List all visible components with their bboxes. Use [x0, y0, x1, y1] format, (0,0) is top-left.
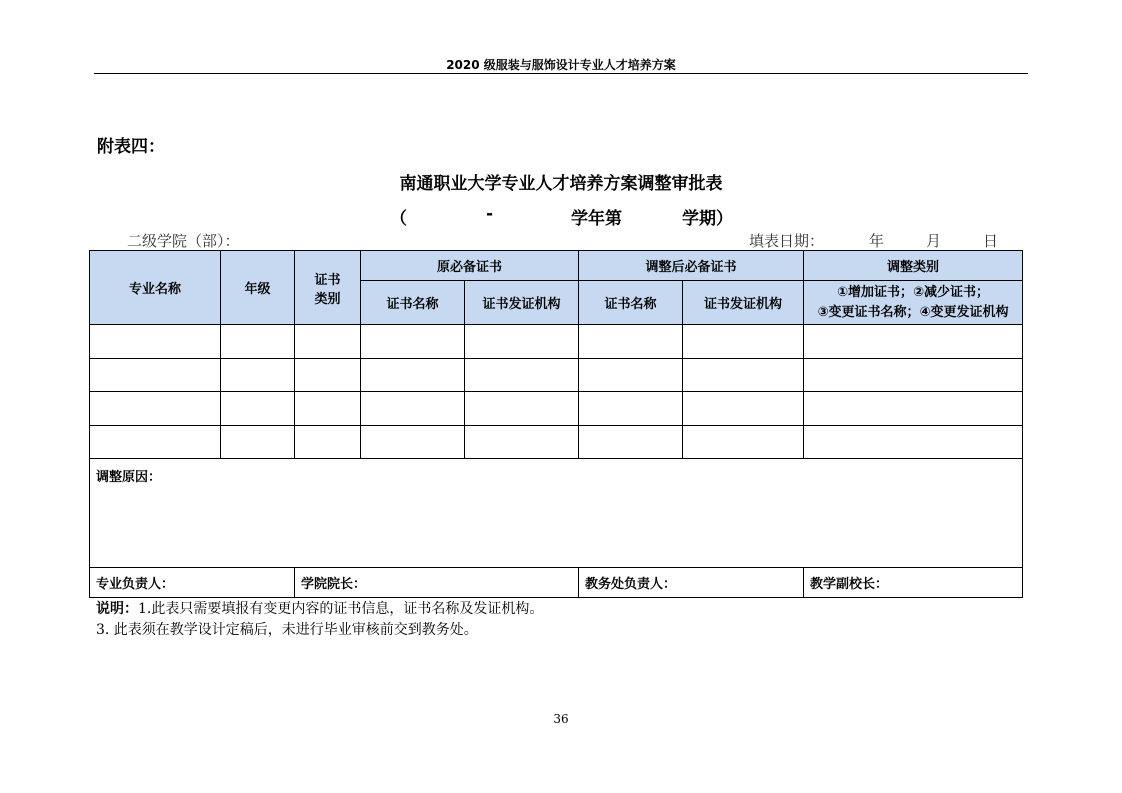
- table-cell[interactable]: [361, 392, 465, 426]
- table-cell[interactable]: [465, 325, 579, 359]
- table-cell[interactable]: [361, 426, 465, 459]
- header-adjusted-required-certs: 调整后必备证书: [579, 251, 804, 281]
- header-cert-type: [295, 251, 361, 325]
- table-cell[interactable]: [683, 325, 804, 359]
- table-cell[interactable]: [361, 359, 465, 392]
- table-cell[interactable]: [804, 325, 1023, 359]
- table-cell[interactable]: [221, 392, 295, 426]
- header-cert-type-line2: 类别: [314, 291, 341, 307]
- header-adjust-type-options: [804, 281, 1023, 325]
- table-cell[interactable]: [90, 359, 221, 392]
- table-cell[interactable]: [295, 426, 361, 459]
- vice-president-label: 教学副校长：: [810, 577, 889, 592]
- table-cell[interactable]: [90, 325, 221, 359]
- table-row: [90, 426, 1023, 459]
- table-cell[interactable]: [579, 392, 683, 426]
- document-title: 南通职业大学专业人才培养方案调整审批表: [399, 174, 723, 194]
- table-cell[interactable]: [465, 392, 579, 426]
- table-cell[interactable]: [295, 325, 361, 359]
- signature-row: [90, 568, 1023, 598]
- table-cell[interactable]: [683, 392, 804, 426]
- date-month-label: 月: [926, 232, 942, 250]
- table-cell[interactable]: [221, 426, 295, 459]
- header-grade: 年级: [221, 251, 295, 325]
- table-row: [90, 392, 1023, 426]
- table-cell[interactable]: [804, 426, 1023, 459]
- table-cell[interactable]: [295, 392, 361, 426]
- table-cell[interactable]: [295, 359, 361, 392]
- notes-line-2: 3. 此表须在教学设计定稿后，未进行毕业审核前交到教务处。: [96, 622, 478, 638]
- notes-line-1: [96, 599, 543, 620]
- notes-label: 说明：: [96, 601, 138, 617]
- adjust-type-options-line1: ①增加证书；②减少证书；: [837, 284, 990, 300]
- term-open-paren: （: [390, 209, 407, 229]
- table-cell[interactable]: [683, 359, 804, 392]
- table-cell[interactable]: [579, 359, 683, 392]
- table-cell[interactable]: [221, 325, 295, 359]
- table-row: [90, 359, 1023, 392]
- adjust-reason-label: 调整原因：: [96, 470, 162, 485]
- term-semester: 学期）: [682, 209, 733, 229]
- adjust-reason-row: [90, 459, 1023, 568]
- major-lead-signature-cell[interactable]: [90, 568, 295, 598]
- table-cell[interactable]: [683, 426, 804, 459]
- appendix-label: 附表四：: [97, 137, 165, 157]
- header-original-cert-name: 证书名称: [361, 281, 465, 325]
- dean-signature-cell[interactable]: [295, 568, 579, 598]
- table-cell[interactable]: [465, 426, 579, 459]
- adjust-type-options-line2: ③变更证书名称；④变更发证机构: [817, 304, 1009, 320]
- table-cell[interactable]: [804, 392, 1023, 426]
- header-adjusted-cert-issuer: 证书发证机构: [683, 281, 804, 325]
- vice-president-signature-cell[interactable]: [804, 568, 1023, 598]
- notes-section: [96, 599, 543, 641]
- date-year-label: 年: [869, 232, 885, 250]
- header-original-required-certs: 原必备证书: [361, 251, 579, 281]
- table-cell[interactable]: [90, 392, 221, 426]
- academic-affairs-signature-cell[interactable]: [579, 568, 804, 598]
- table-cell[interactable]: [221, 359, 295, 392]
- page-number: 36: [553, 712, 569, 726]
- term-dash: -: [486, 204, 494, 224]
- table-cell[interactable]: [804, 359, 1023, 392]
- adjustment-approval-table: [89, 250, 1023, 598]
- term-school-year: 学年第: [571, 209, 622, 229]
- table-cell[interactable]: [579, 426, 683, 459]
- table-cell[interactable]: [465, 359, 579, 392]
- header-adjust-type: 调整类别: [804, 251, 1023, 281]
- major-lead-label: 专业负责人：: [96, 577, 175, 592]
- table-header-row-1: [90, 251, 1023, 281]
- page-header-title: 2020 级服装与服饰设计专业人才培养方案: [446, 58, 676, 72]
- notes-line1-text: 1.此表只需要填报有变更内容的证书信息，证书名称及发证机构。: [138, 601, 544, 617]
- header-major-name: 专业名称: [90, 251, 221, 325]
- college-label: 二级学院（部）：: [127, 232, 240, 250]
- date-day-label: 日: [983, 232, 999, 250]
- header-original-cert-issuer: 证书发证机构: [465, 281, 579, 325]
- dean-label: 学院院长：: [301, 577, 367, 592]
- table-row: [90, 325, 1023, 359]
- table-cell[interactable]: [361, 325, 465, 359]
- table-cell[interactable]: [579, 325, 683, 359]
- adjust-reason-cell[interactable]: [90, 459, 1023, 568]
- table-cell[interactable]: [90, 426, 221, 459]
- academic-affairs-lead-label: 教务处负责人：: [585, 577, 677, 592]
- header-divider: [94, 73, 1028, 74]
- header-adjusted-cert-name: 证书名称: [579, 281, 683, 325]
- fill-date-label: 填表日期：: [749, 232, 825, 250]
- header-cert-type-line1: 证书: [314, 272, 341, 288]
